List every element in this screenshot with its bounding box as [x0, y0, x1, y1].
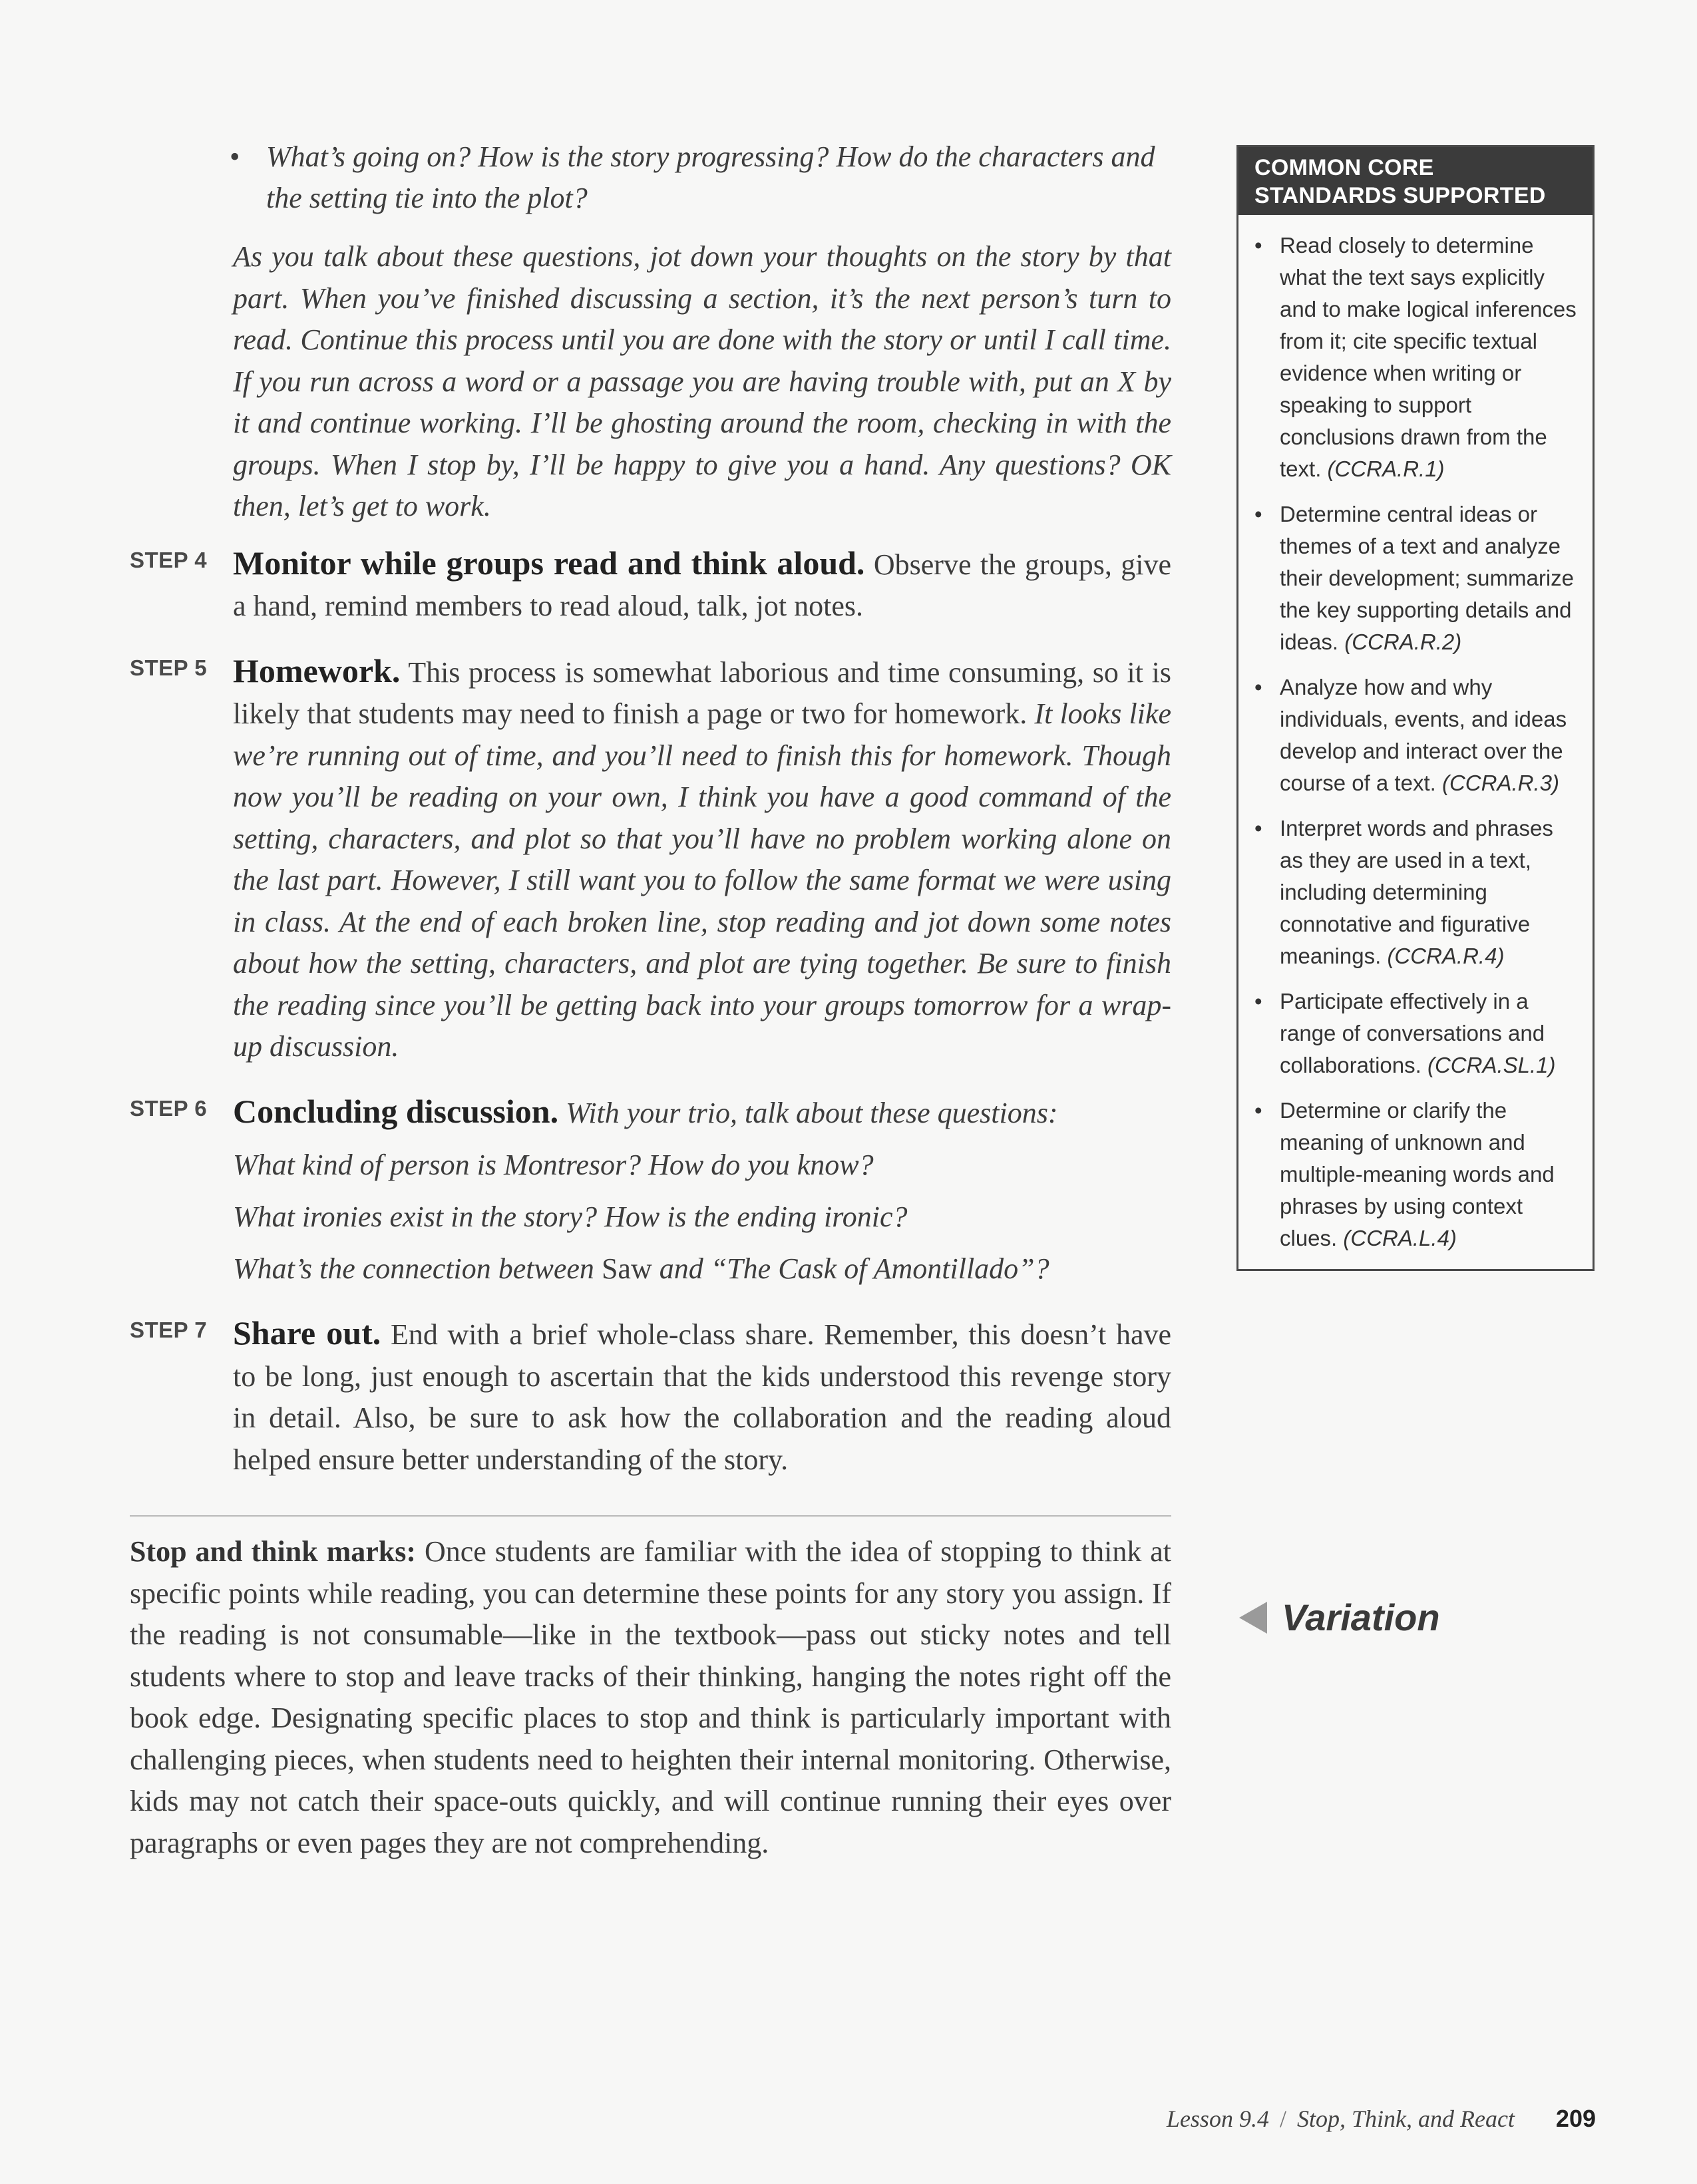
step-label: STEP 7 — [130, 1318, 208, 1342]
standard-text: Interpret words and phrases as they are used in a text, including determining connotative and figurative meanings. — [1280, 816, 1553, 968]
step-body — [233, 650, 1171, 1068]
step-body — [233, 1091, 1171, 1135]
standard-code: (CCRA.L.4) — [1343, 1226, 1457, 1250]
step-6 — [130, 1091, 1171, 1290]
intro-paragraph: As you talk about these questions, jot down your thoughts on the story by that part. When you’ve finished discussing a section, it’s the next person’s turn to read. Continue this process until you are done with the story or until I call time. If you run across a word or a passage you are having trouble with, put an X by it and continue working. I’ll be ghosting around the room, checking in with the groups. When I stop by, I’ll be happy to give you a hand. Any questions? OK then, let’s get to work. — [233, 240, 1171, 522]
step-4 — [130, 542, 1171, 628]
standard-text: Analyze how and why individuals, events, and ideas develop and interact over the course of a text. — [1280, 675, 1567, 795]
standard-item — [1238, 498, 1582, 658]
discussion-question — [233, 1248, 1171, 1290]
bullet-question-text: What’s going on? How is the story progressing? How do the characters and the setting tie into the plot? — [266, 140, 1155, 214]
question-part: and “The Cask of Amontillado”? — [652, 1252, 1049, 1285]
step-text: Observe the groups, give a hand, remind members to read aloud, talk, jot notes. — [233, 548, 1171, 622]
standard-text: Participate effectively in a range of conversations and collaborations. — [1280, 989, 1545, 1077]
discussion-question: What kind of person is Montresor? How do you know? — [233, 1149, 874, 1181]
step-body — [233, 1312, 1171, 1481]
footer-title: Stop, Think, and React — [1296, 2105, 1515, 2132]
sidebar-title-line: STANDARDS SUPPORTED — [1254, 183, 1546, 208]
bullet-icon: • — [1254, 816, 1262, 840]
triangle-left-icon — [1239, 1602, 1267, 1634]
bullet-icon: • — [1254, 989, 1262, 1013]
variation-text: Once students are familiar with the idea of stopping to think at specific points while reading, you can determine these points for any story you assign. If the reading is not consumable—like in the textbook—pass out sticky notes and tell students where to stop and leave tracks of their thinking, hanging the notes right off the book edge. Designating specific places to stop and think is particularly important with challenging pieces, when students need to heighten their internal monitoring. Otherwise, kids may not catch their space-outs quickly, and will continue running their eyes over paragraphs or even pages they are not comprehending. — [130, 1535, 1171, 1859]
standard-item — [1238, 671, 1582, 799]
bullet-icon: • — [1254, 233, 1262, 258]
step-5 — [130, 650, 1171, 1068]
movie-title: Saw — [601, 1252, 652, 1285]
bullet-icon: • — [1254, 1098, 1262, 1123]
bullet-icon: • — [230, 140, 240, 173]
step-italic-text: It looks like we’re running out of time, and you’ll need to finish this for homework. Though now you’ll be reading on your own, I think you have a good command of the setting, characters, and plot so that you’ll have no problem working alone on the last part. However, I still want you to follow the same format we were using in class. At the end of each broken line, stop reading and jot down some notes about how the setting, characters, and plot are tying together. Be sure to finish the reading since you’ll be getting back into your groups tomorrow for a wrap-up discussion. — [233, 697, 1171, 1063]
standard-item — [1238, 813, 1582, 972]
bullet-question — [130, 136, 1171, 219]
footer-separator: / — [1279, 2105, 1286, 2132]
step-label: STEP 5 — [130, 655, 208, 680]
standard-text: Determine central ideas or themes of a text and analyze their development; summarize the key supporting details and ideas. — [1280, 502, 1575, 654]
standard-text: Determine or clarify the meaning of unknown and multiple-meaning words and phrases by using context clues. — [1280, 1098, 1555, 1250]
step-body — [233, 542, 1171, 628]
standard-code: (CCRA.SL.1) — [1427, 1053, 1556, 1077]
standard-item — [1238, 1095, 1582, 1254]
standard-item — [1238, 230, 1582, 485]
step-7 — [130, 1312, 1171, 1481]
page-footer — [1167, 2105, 1596, 2133]
divider — [130, 1515, 1171, 1517]
footer-lesson: Lesson 9.4 — [1166, 2105, 1269, 2132]
step-label: STEP 4 — [130, 547, 208, 572]
common-core-sidebar — [1236, 145, 1595, 1271]
step-label: STEP 6 — [130, 1095, 208, 1121]
step-italic-text: With your trio, talk about these questions: — [566, 1096, 1058, 1129]
bullet-icon: • — [1254, 502, 1262, 526]
variation-marker — [1239, 1596, 1440, 1639]
standard-code: (CCRA.R.4) — [1387, 944, 1505, 968]
sidebar-title — [1238, 147, 1593, 215]
sidebar-title-line: COMMON CORE — [1254, 155, 1434, 180]
bullet-icon: • — [1254, 675, 1262, 699]
standards-list — [1238, 215, 1593, 1269]
discussion-question: What ironies exist in the story? How is the ending ironic? — [233, 1200, 908, 1233]
variation-paragraph — [130, 1531, 1171, 1864]
step-heading: Concluding discussion. — [233, 1092, 559, 1130]
step-heading: Homework. — [233, 651, 401, 689]
standard-code: (CCRA.R.2) — [1344, 630, 1462, 654]
step-text: This process is somewhat laborious and time consuming, so it is likely that students may need to finish a page or two for homework. — [233, 655, 1171, 730]
standard-item — [1238, 986, 1582, 1081]
step-heading: Monitor while groups read and think aloud. — [233, 544, 865, 582]
standard-text: Read closely to determine what the text says explicitly and to make logical inferences from it; cite specific textual evidence when writing or speaking to support conclusions drawn from the text. — [1280, 233, 1577, 481]
standard-code: (CCRA.R.1) — [1327, 456, 1445, 481]
page-number: 209 — [1555, 2105, 1596, 2132]
step-text: End with a brief whole-class share. Remember, this doesn’t have to be long, just enough to ascertain that the kids understood this revenge story in detail. Also, be sure to ask how the collaboration and the reading aloud helped ensure better understanding of the story. — [233, 1318, 1171, 1476]
variation-label: Variation — [1282, 1596, 1440, 1638]
question-part: What’s the connection between — [233, 1252, 602, 1285]
variation-heading: Stop and think marks: — [130, 1535, 417, 1568]
standard-code: (CCRA.R.3) — [1441, 771, 1559, 795]
step-heading: Share out. — [233, 1314, 381, 1352]
main-column — [130, 136, 1171, 1864]
